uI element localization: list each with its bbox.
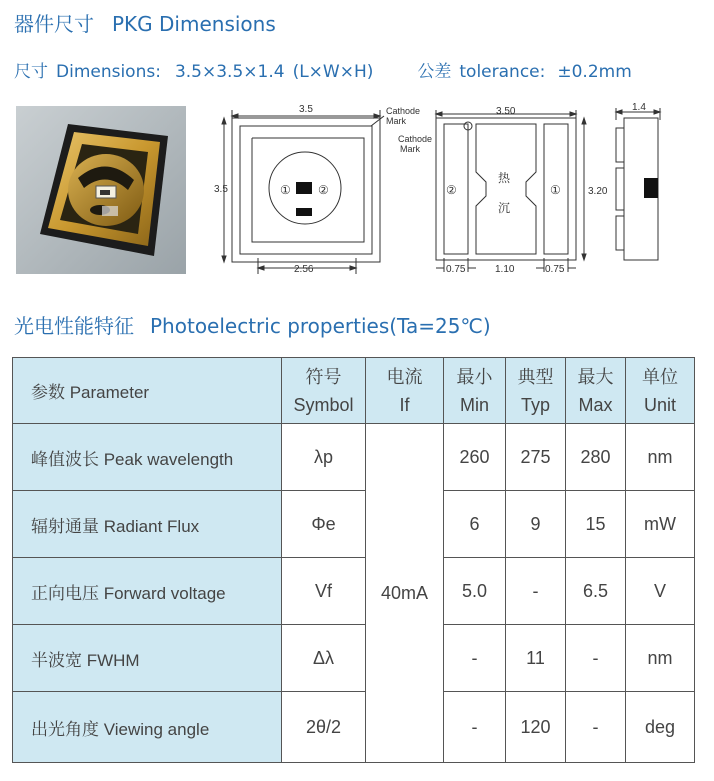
symbol-cell: λp — [282, 424, 366, 491]
dim-unit: (L×W×H) — [292, 62, 374, 82]
min-cell: - — [444, 625, 506, 692]
header-min: 最小 Min — [444, 358, 506, 424]
pkg-title-cn: 器件尺寸 — [14, 12, 94, 36]
unit-cell: deg — [626, 692, 695, 763]
bottom-height-label: 3.20 — [588, 186, 608, 197]
bottom-width-top-label: 3.50 — [496, 106, 516, 117]
param-cell: 正向电压 Forward voltage — [13, 558, 282, 625]
bottom-width-label: 2.56 — [294, 264, 314, 275]
symbol-cell: Vf — [282, 558, 366, 625]
side-thickness-label: 1.4 — [632, 102, 646, 113]
photo-title-cn: 光电性能特征 — [14, 314, 134, 338]
dim-label-cn: 尺寸 — [14, 62, 48, 82]
tolerance-label-cn: 公差 — [417, 62, 452, 82]
param-cell: 半波宽 FWHM — [13, 625, 282, 692]
thermal-pad-label-1: 热 — [498, 171, 511, 185]
param-cell: 出光角度 Viewing angle — [13, 692, 282, 763]
top-pin-1-label: ① — [280, 183, 291, 197]
max-cell: 280 — [566, 424, 626, 491]
unit-cell: mW — [626, 491, 695, 558]
min-cell: 6 — [444, 491, 506, 558]
header-typ: 典型 Typ — [506, 358, 566, 424]
unit-cell: nm — [626, 625, 695, 692]
max-cell: - — [566, 692, 626, 763]
typ-cell: 9 — [506, 491, 566, 558]
min-cell: 260 — [444, 424, 506, 491]
tolerance-label-en: tolerance: — [459, 62, 546, 82]
left-height-label: 3.5 — [214, 184, 228, 195]
typ-cell: 11 — [506, 625, 566, 692]
symbol-cell: Δλ — [282, 625, 366, 692]
pkg-title-en: PKG Dimensions — [112, 12, 276, 36]
package-dimension-drawing — [214, 98, 704, 282]
current-cell: 40mA — [366, 424, 444, 763]
dim-label-en: Dimensions: — [56, 62, 161, 82]
unit-cell: V — [626, 558, 695, 625]
dimensions-line — [14, 57, 632, 82]
cathode-mark-label-2b: Mark — [400, 144, 420, 154]
typ-cell: 275 — [506, 424, 566, 491]
table-row — [13, 625, 695, 692]
dim-value: 3.5×3.5×1.4 — [174, 62, 285, 82]
max-cell: 6.5 — [566, 558, 626, 625]
photo-title-en: Photoelectric properties — [150, 314, 390, 338]
max-cell: - — [566, 625, 626, 692]
table-row — [13, 558, 695, 625]
thermal-pad-label-2: 沉 — [498, 201, 511, 215]
tolerance-value: ±0.2mm — [557, 62, 632, 82]
pkg-dimensions-heading — [14, 8, 276, 37]
typ-cell: - — [506, 558, 566, 625]
table-row — [13, 692, 695, 763]
pad-left-width-label: 0.75 — [446, 264, 466, 275]
top-width-label: 3.5 — [299, 104, 313, 115]
table-row — [13, 424, 695, 491]
symbol-cell: 2θ/2 — [282, 692, 366, 763]
pad-right-width-label: 0.75 — [545, 264, 565, 275]
table-header-row — [13, 358, 695, 424]
param-cell: 峰值波长 Peak wavelength — [13, 424, 282, 491]
min-cell: 5.0 — [444, 558, 506, 625]
photo-condition: (Ta=25℃) — [389, 314, 491, 338]
header-symbol: 符号 Symbol — [282, 358, 366, 424]
cathode-mark-label-2a: Cathode — [398, 134, 433, 144]
top-pin-2-label: ② — [318, 183, 329, 197]
pad-mid-width-label: 1.10 — [495, 264, 515, 275]
header-unit: 单位 Unit — [626, 358, 695, 424]
bottom-pin-1-label: ① — [550, 183, 561, 197]
cathode-mark-label-1a: Cathode — [386, 106, 421, 116]
photoelectric-properties-table — [12, 357, 695, 763]
unit-cell: nm — [626, 424, 695, 491]
symbol-cell: Φe — [282, 491, 366, 558]
bottom-pin-2-label: ② — [446, 183, 457, 197]
table-row — [13, 491, 695, 558]
cathode-mark-label-1b: Mark — [386, 116, 406, 126]
typ-cell: 120 — [506, 692, 566, 763]
photoelectric-heading — [14, 310, 491, 339]
header-parameter: 参数 Parameter — [13, 358, 282, 424]
header-current: 电流 If — [366, 358, 444, 424]
max-cell: 15 — [566, 491, 626, 558]
min-cell: - — [444, 692, 506, 763]
param-cell: 辐射通量 Radiant Flux — [13, 491, 282, 558]
header-max: 最大 Max — [566, 358, 626, 424]
led-product-photo — [16, 106, 186, 274]
